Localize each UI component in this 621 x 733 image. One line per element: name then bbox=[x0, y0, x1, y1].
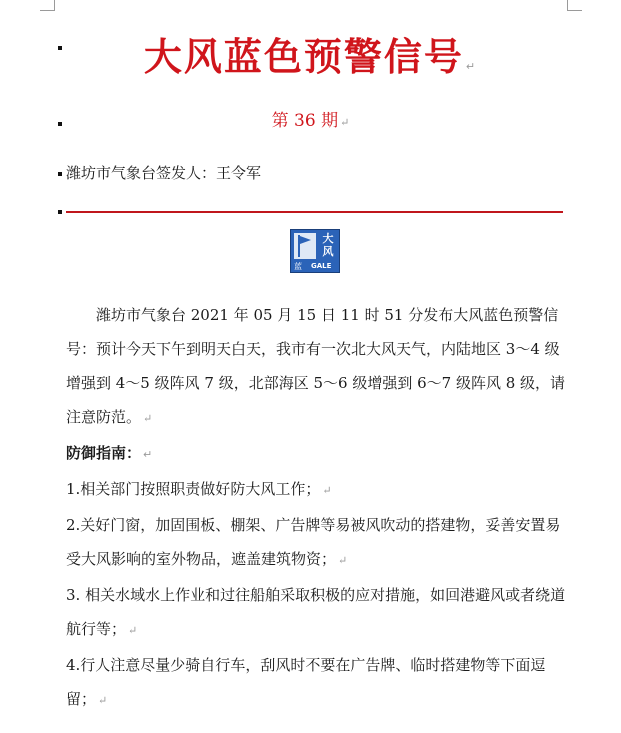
signer-line: 潍坊市气象台签发人：王令军 bbox=[66, 164, 262, 182]
guide-item: 2.关好门窗，加固围板、棚架、广告牌等易被风吹动的搭建物，妥善安置易受大风影响的室外物品，遮盖建筑物资； ↵ bbox=[66, 516, 561, 568]
icon-label-en: GALE bbox=[311, 262, 332, 270]
guide-item: 1.相关部门按照职责做好防大风工作； ↵ bbox=[66, 480, 332, 498]
page-corner-mark bbox=[567, 0, 582, 11]
red-divider bbox=[66, 211, 563, 213]
guide-item: 3. 相关水域水上作业和过往船舶采取积极的应对措施，如回港避风或者绕道航行等； ↵ bbox=[66, 586, 566, 638]
guide-item: 4.行人注意尽量少骑自行车，刮风时不要在广告牌、临时搭建物等下面逗留； ↵ bbox=[66, 656, 546, 708]
icon-label-small-cn: 蓝 bbox=[294, 262, 302, 271]
issue-number: 第 36 期 ↵ bbox=[271, 111, 350, 131]
paragraph-marker bbox=[58, 172, 62, 176]
guide-heading: 防御指南： ↵ bbox=[66, 444, 153, 462]
document-body bbox=[66, 298, 566, 718]
blue-gale-warning-icon bbox=[290, 229, 340, 273]
page-corner-mark bbox=[40, 0, 55, 11]
announcement-paragraph: 潍坊市气象台 2021 年 05 月 15 日 11 时 51 分发布大风蓝色预警信号：预计今天下午到明天白天，我市有一次北大风天气，内陆地区 3～4 级增强到 4～5 级阵风 7 级，北部海区 5～6 级增强到 6～7 级阵风 8 级，请注意防范。 ↵ bbox=[66, 306, 566, 426]
document-title: 大风蓝色预警信号 ↵ bbox=[143, 35, 478, 79]
icon-label-cn: 大风 bbox=[322, 232, 334, 258]
flag-icon bbox=[300, 236, 311, 244]
paragraph-marker bbox=[58, 210, 62, 214]
